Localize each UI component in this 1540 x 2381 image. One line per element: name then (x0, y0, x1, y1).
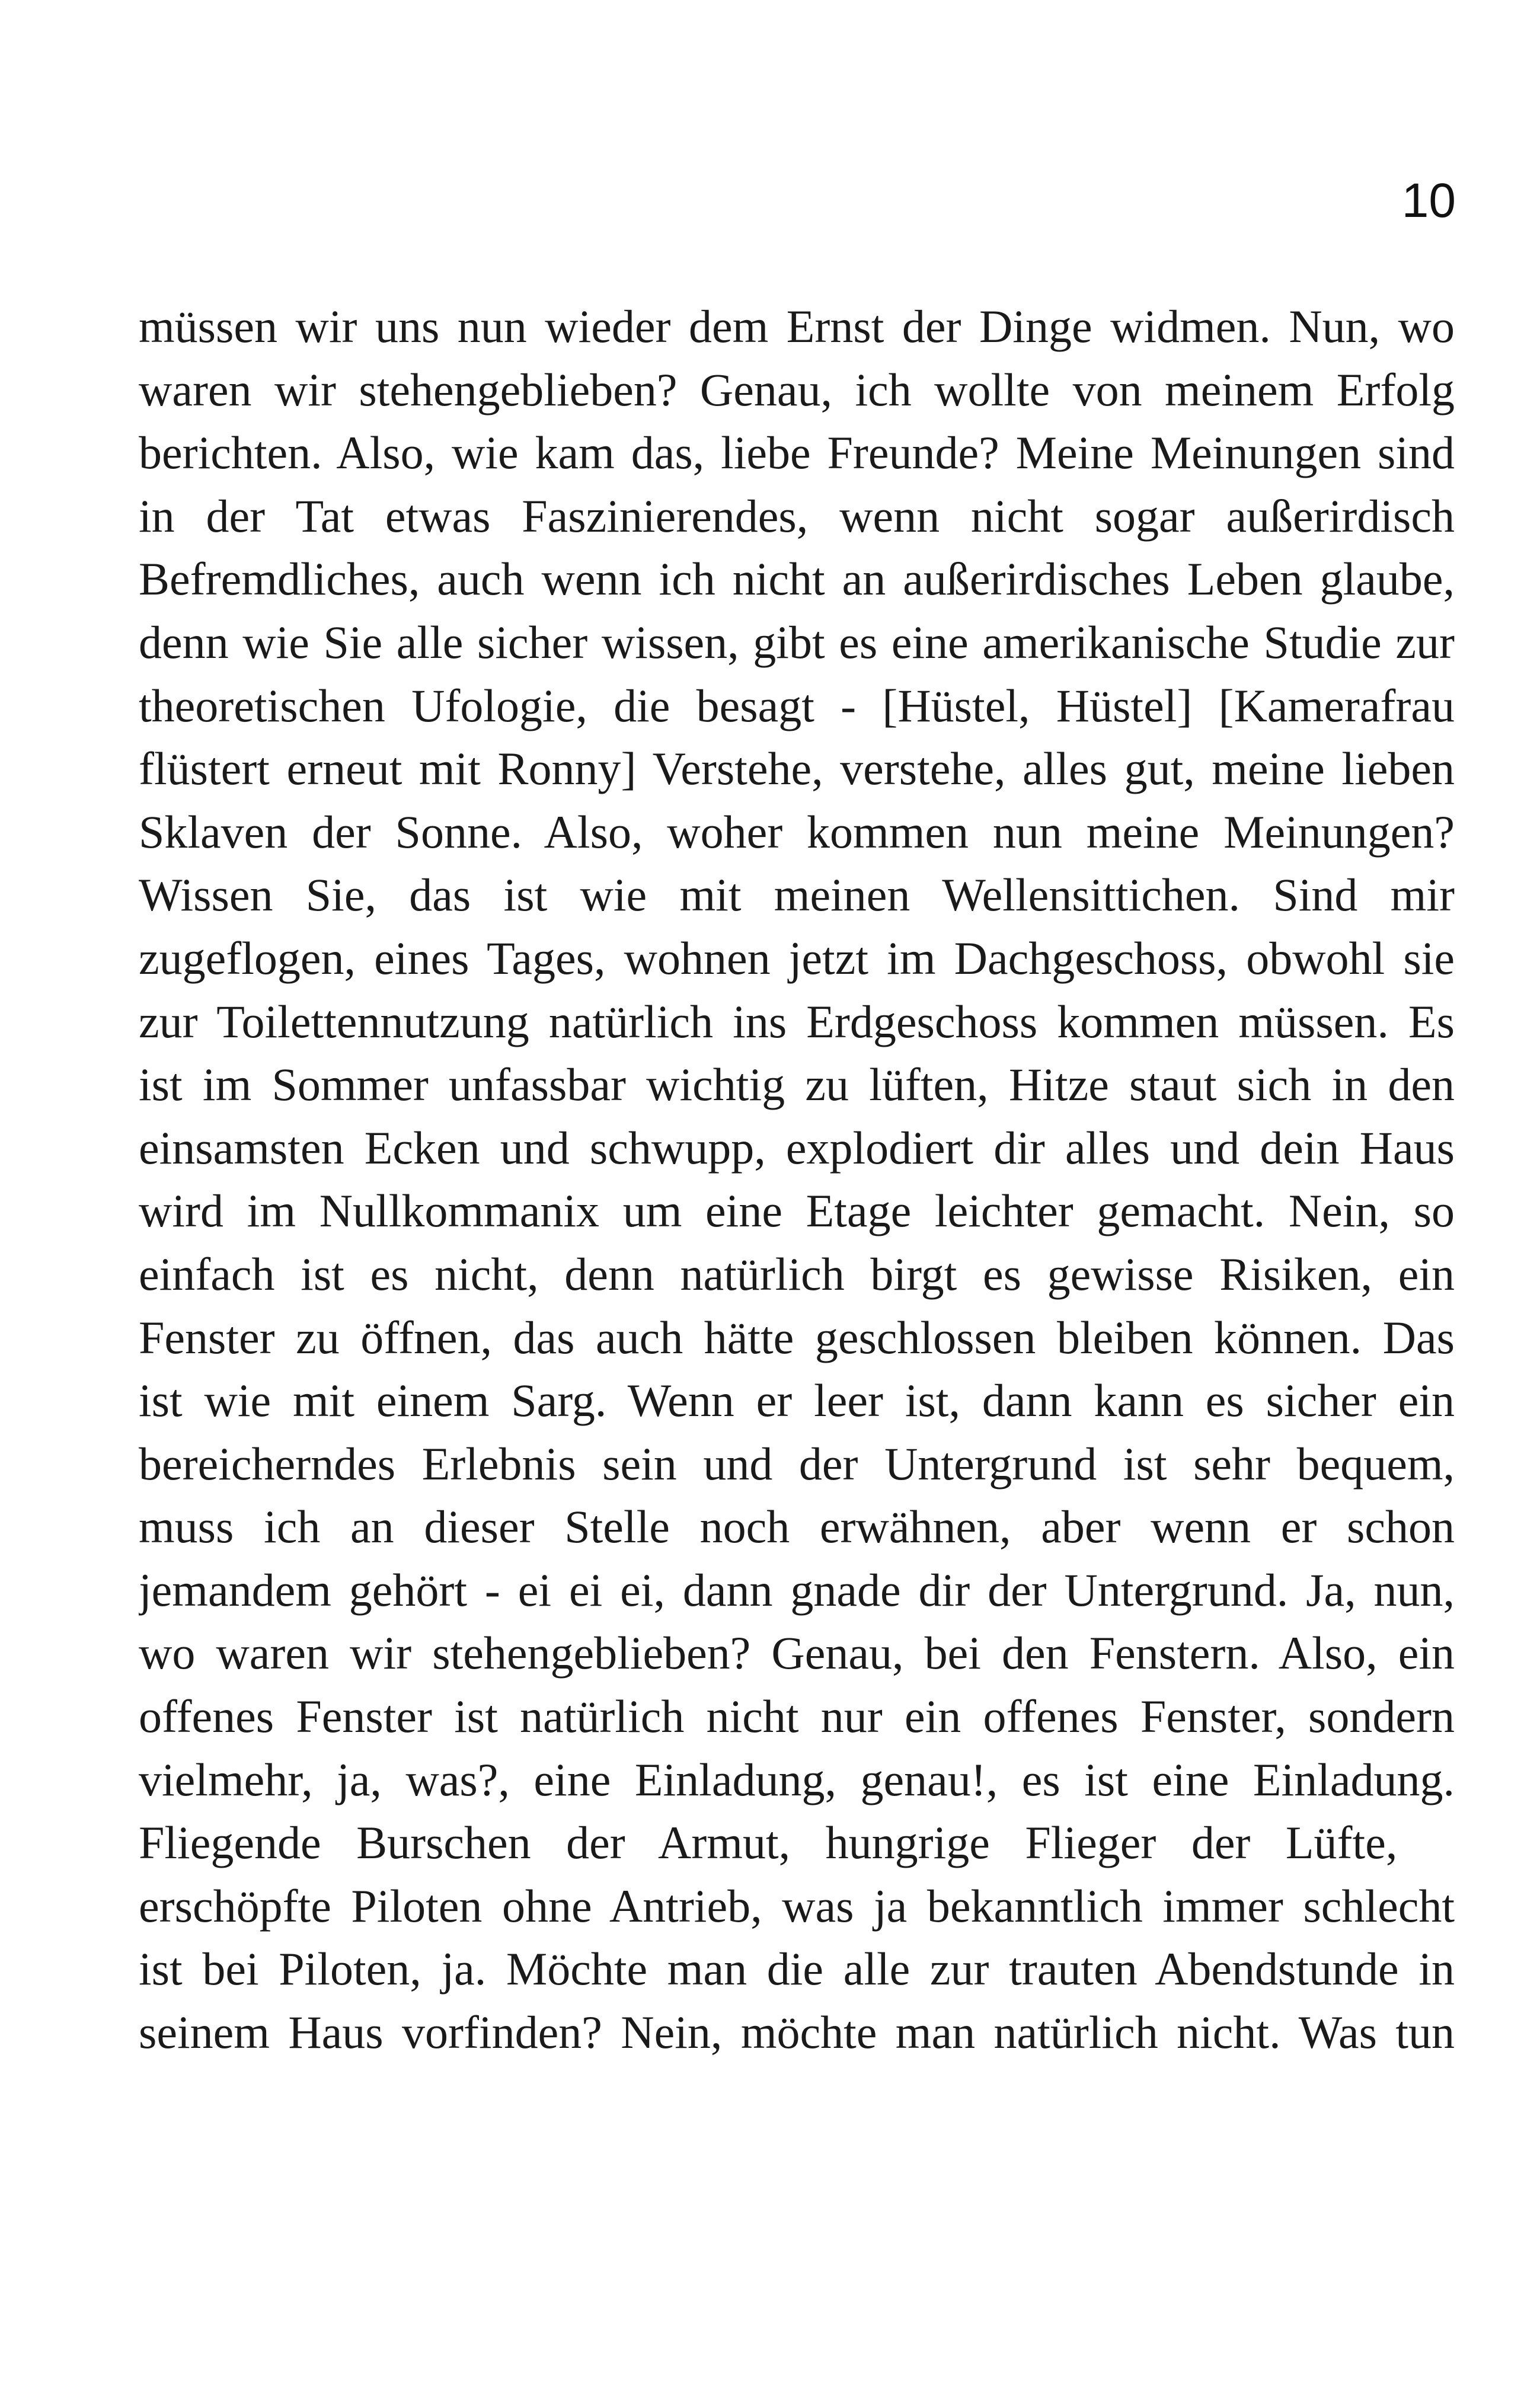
text-line: denn wie Sie alle sicher wissen, gibt es eine amerikanische Studie zur (139, 616, 1455, 668)
text-line: flüstert erneut mit Ronny] Verstehe, verstehe, alles gut, meine lieben (139, 743, 1455, 795)
text-line: wo waren wir stehengeblieben? Genau, bei den Fenstern. Also, ein (139, 1627, 1455, 1679)
page-number: 10 (1401, 174, 1456, 228)
text-line: Sklaven der Sonne. Also, woher kommen nun meine Meinungen? (139, 806, 1455, 858)
text-line: einsamsten Ecken und schwupp, explodiert dir alles und dein Haus (139, 1121, 1455, 1174)
text-line: Wissen Sie, das ist wie mit meinen Wellensittichen. Sind mir (139, 869, 1455, 921)
text-line: berichten. Also, wie kam das, liebe Freunde? Meine Meinungen sind (139, 427, 1455, 479)
text-line: müssen wir uns nun wieder dem Ernst der Dinge widmen. Nun, wo (139, 301, 1455, 352)
text-line: waren wir stehengeblieben? Genau, ich wollte von meinem Erfolg (139, 363, 1455, 416)
text-line: muss ich an dieser Stelle noch erwähnen, aber wenn er schon (139, 1501, 1455, 1553)
text-line: vielmehr, ja, was?, eine Einladung, genau!, es ist eine Einladung. (139, 1753, 1455, 1805)
text-line: zugeflogen, eines Tages, wohnen jetzt im Dachgeschoss, obwohl sie (139, 932, 1455, 984)
body-text (139, 295, 1455, 2064)
text-line: theoretischen Ufologie, die besagt - [Hüstel, Hüstel] [Kamerafrau (139, 679, 1455, 731)
text-line: offenes Fenster ist natürlich nicht nur ein offenes Fenster, sondern (139, 1690, 1455, 1743)
text-line: ist bei Piloten, ja. Möchte man die alle zur trauten Abendstunde in (139, 1943, 1455, 1995)
text-line: wird im Nullkommanix um eine Etage leichter gemacht. Nein, so (139, 1185, 1455, 1237)
text-line: in der Tat etwas Faszinierendes, wenn nicht sogar außerirdisch (139, 490, 1455, 542)
text-line: seinem Haus vorfinden? Nein, möchte man natürlich nicht. Was tun (139, 2006, 1455, 2059)
text-line: zur Toilettennutzung natürlich ins Erdgeschoss kommen müssen. Es (139, 995, 1455, 1047)
text-line: ist wie mit einem Sarg. Wenn er leer ist, dann kann es sicher ein (139, 1375, 1455, 1427)
text-line: bereicherndes Erlebnis sein und der Untergrund ist sehr bequem, (139, 1437, 1455, 1490)
text-line: Fenster zu öffnen, das auch hätte geschlossen bleiben können. Das (139, 1311, 1455, 1363)
text-line: ist im Sommer unfassbar wichtig zu lüften, Hitze staut sich in den (139, 1059, 1455, 1111)
text-line: Fliegende Burschen der Armut, hungrige Flieger der Lüfte, (139, 1817, 1398, 1869)
text-line: erschöpfte Piloten ohne Antrieb, was ja bekanntlich immer schlecht (139, 1880, 1455, 1932)
text-line: jemandem gehört - ei ei ei, dann gnade dir der Untergrund. Ja, nun, (139, 1564, 1455, 1616)
text-line: Befremdliches, auch wenn ich nicht an außerirdisches Leben glaube, (139, 553, 1455, 605)
text-line: einfach ist es nicht, denn natürlich birgt es gewisse Risiken, ein (139, 1248, 1455, 1300)
